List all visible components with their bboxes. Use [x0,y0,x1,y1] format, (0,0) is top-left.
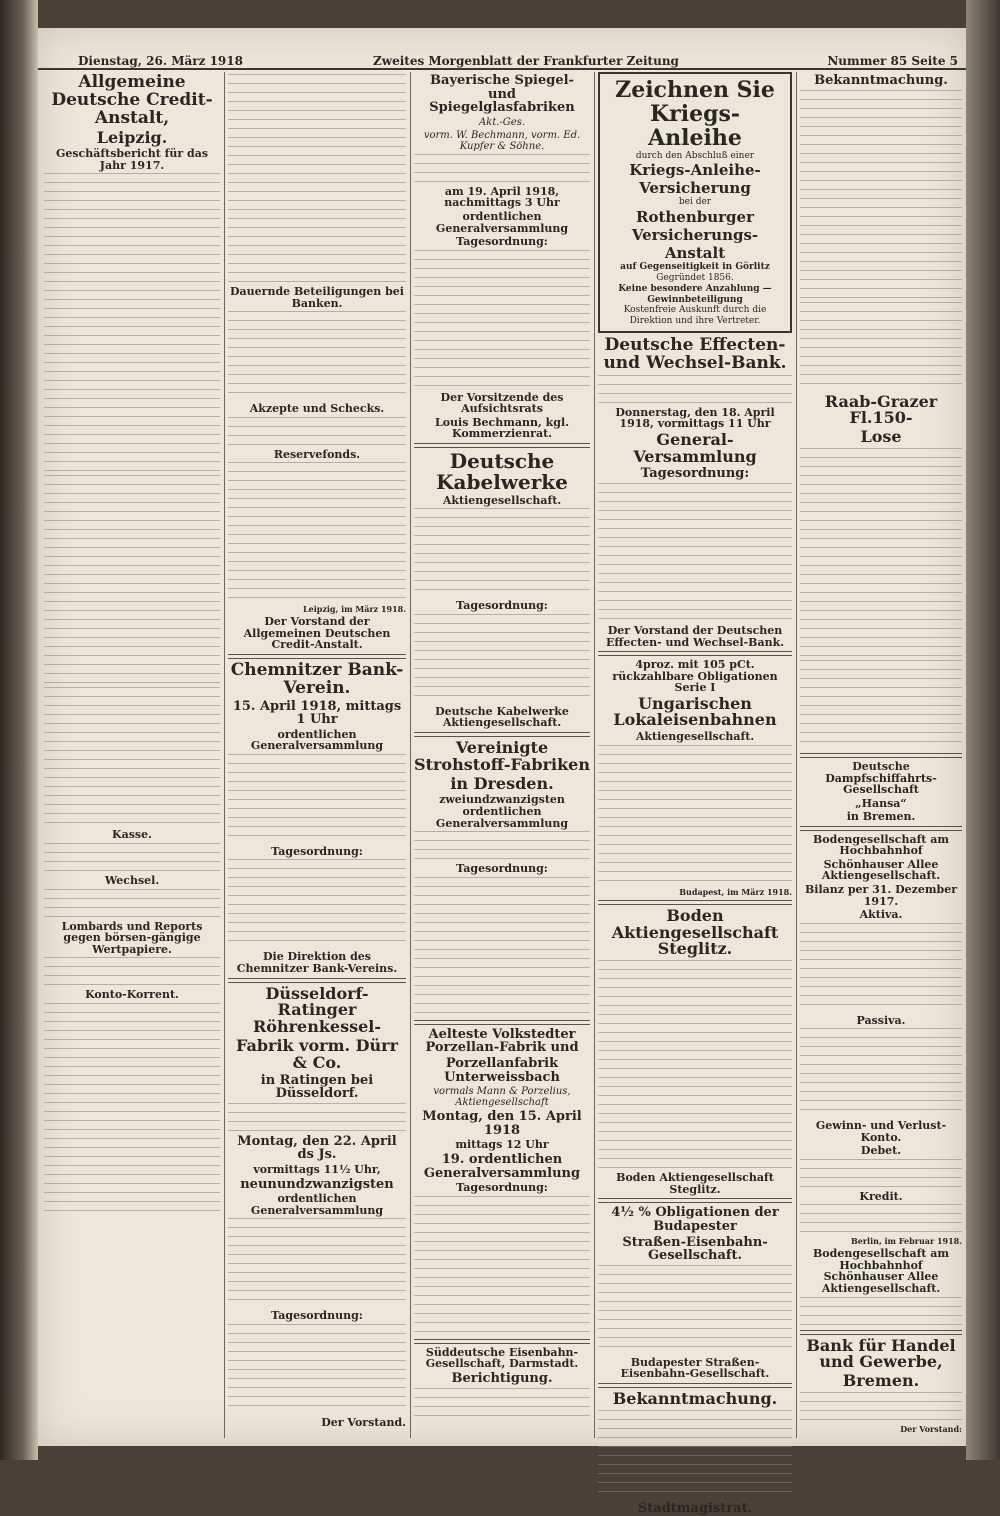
agenda-heading: Tagesordnung: [271,844,363,858]
ad-line: durch den Abschluß einer [635,150,755,161]
body-text [598,483,792,623]
ad-title: Bank für Handel und Gewerbe, [806,1335,956,1372]
ad-title: Bayerische Spiegel- und Spiegelglasfabriken [429,73,575,116]
body-text [414,154,590,184]
signature-place: Leipzig, im März 1918. [302,604,406,615]
ad-title: Fabrik vorm. Dürr & Co. [235,1035,399,1072]
ad-title: Aelteste Volkstedter Porzellan-Fabrik und [425,1026,579,1056]
body-text [414,508,590,598]
column-5 [800,72,962,1438]
issue-number: Nummer 85 Seite 5 [827,54,958,68]
body-text [414,1196,590,1336]
ad-title: Bremen. [842,1371,920,1391]
signature: Stadtmagistrat. [637,1500,753,1516]
section-heading: Passiva. [856,1013,906,1027]
body-text [598,1410,792,1500]
signature: Budapester Straßen-Eisenbahn-Gesellschaft. [620,1355,770,1381]
ad-title: Boden Aktiengesellschaft Steglitz. [611,905,779,959]
ad-title: Schönhauser Allee Aktiengesellschaft. [821,857,941,883]
signature: Bodengesellschaft am Hochbahnhof Schönhauser Allee Aktiengesellschaft. [813,1247,949,1295]
signature: Boden Aktiengesellschaft Steglitz. [616,1171,774,1196]
body-text [228,74,406,284]
meeting-type: ordentlichen Generalversammlung [435,210,569,235]
body-text [598,960,792,1170]
ad-line: Gegründet 1856. [656,272,734,283]
section-heading: Kredit. [859,1189,903,1203]
column-2 [228,72,406,1438]
body-text [44,1003,220,1213]
column-4 [598,72,792,1516]
meeting-date: Donnerstag, den 18. April 1918, vormittags 11 Uhr [615,405,775,431]
table-body [800,923,962,1013]
section-heading: Akzepte und Schecks. [249,402,385,416]
table-body [800,1028,962,1118]
headline-city: Leipzig. [96,127,168,147]
signature-place: Berlin, im Februar 1918. [850,1236,962,1247]
ad-title: Deutsche Dampfschiffahrts-Gesellschaft [825,760,937,797]
divider [800,826,962,831]
body-text [228,754,406,844]
ad-line: Keine besondere Anzahlung — Gewinnbeteiligung [618,283,772,305]
body-text [414,831,590,861]
masthead [38,28,966,70]
divider [598,1198,792,1203]
section-heading: Reservefonds. [273,447,361,461]
ad-title: Deutsche Effecten- und Wechsel-Bank. [603,334,787,373]
ad-line: bei der [678,197,712,208]
column-rule [594,72,595,1438]
meeting-type: ordentlichen Generalversammlung [250,1192,384,1217]
signature: Der Vorstand der Allgemeinen Deutschen Credit-Anstalt. [243,615,391,652]
meeting-date: Montag, den 15. April 1918 [422,1109,582,1138]
column-rule [224,72,225,1438]
ad-title: Bodengesellschaft am Hochbahnhof [813,832,949,858]
ad-title: Raab-Grazer Fl.150- [824,391,938,428]
ad-heading: 4proz. mit 105 pCt. rückzahlbare Obligationen Serie I [612,658,778,695]
body-text [800,1392,962,1422]
paper-name: Zweites Morgenblatt der Frankfurter Zeitung [373,54,679,68]
ad-title: in Dresden. [450,773,554,793]
balance-title: Bilanz per 31. Dezember 1917. [804,882,958,908]
ad-title: Berichtigung. [451,1370,553,1386]
ad-title: in Bremen. [846,810,916,824]
body-text [598,745,792,885]
body-text [228,1324,406,1414]
divider [228,654,406,659]
ad-place: in Ratingen bei Düsseldorf. [260,1072,374,1102]
meeting-type: ordentlichen Generalversammlung [250,727,384,753]
body-text [228,417,406,447]
ad-line: Rothenburger Versicherungs-Anstalt [631,208,759,263]
agenda-heading: Tagesordnung: [456,862,548,876]
ad-subtitle: vorm. W. Bechmann, vorm. Ed. Kupfer & Söhne. [423,129,581,152]
table-body [800,1159,962,1189]
column-3 [414,72,590,1438]
meeting-time: vormittags 11½ Uhr, [253,1163,381,1177]
page-edge [966,0,1000,1460]
section-heading: Dauernde Beteiligungen bei Banken. [230,285,404,310]
ad-line: Zeichnen Sie Kriegs-Anleihe [615,77,775,152]
divider [598,1383,792,1388]
agenda-heading: Tagesordnung: [456,599,548,613]
ad-title: Vereinigte Strohstoff-Fabriken [414,738,590,774]
body-text [414,614,590,704]
ad-line: Kostenfreie Auskunft durch die Direktion und ihre Vertreter. [623,305,767,327]
agenda-heading: Tagesordnung: [271,1309,363,1323]
divider [228,978,406,983]
body-text [228,859,406,949]
body-text [44,843,220,873]
divider [800,753,962,758]
ad-subtitle: vormals Mann & Porzelius, Aktiengesellschaft [433,1086,571,1109]
meeting-type: General-Versammlung [633,429,757,466]
section-heading: Wechsel. [104,873,160,887]
section-heading: Lombards und Reports gegen börsen-gängige Wertpapiere. [61,919,203,956]
body-text [44,889,220,919]
signature: Die Direktion des Chemnitzer Bank-Vereins. [236,950,398,975]
divider [414,732,590,737]
divider [414,443,590,448]
ad-title: Bekanntmachung. [612,1388,778,1408]
body-text [44,687,220,827]
divider [414,1020,590,1025]
body-text [800,660,962,750]
section-heading: Gewinn- und Verlust-Konto. [815,1119,947,1144]
signature: Der Vorstand: [900,1423,962,1434]
body-text [414,1388,590,1418]
meeting-date: 15. April 1918, mittags 1 Uhr [232,698,402,728]
issue-date: Dienstag, 26. März 1918 [78,54,243,68]
ad-title: Lose [860,427,902,447]
signature: Deutsche Kabelwerke Aktiengesellschaft. [435,704,569,730]
section-heading: Kasse. [112,828,152,842]
meeting-type: zweiundzwanzigsten ordentlichen Generalversammlung [435,793,569,830]
ad-title: Ungarischen Lokaleisenbahnen [613,693,777,730]
signature: Der Vorsitzende des Aufsichtsrats [440,390,564,416]
ad-title: 4½ % Obligationen der Budapester [611,1205,779,1234]
divider [414,1339,590,1344]
agenda-heading: Tagesordnung: [456,235,548,249]
agenda-heading: Tagesordnung: [456,1181,548,1195]
body-text [598,375,792,405]
section-heading: Debet. [860,1144,902,1158]
section-heading: Aktiva. [859,908,903,922]
body-text [800,302,962,392]
ad-line: Kriegs-Anleihe-Versicherung [629,161,761,198]
agenda-heading: Tagesordnung: [640,466,750,482]
body-text [228,1103,406,1133]
ad-subtitle: Aktiengesellschaft. [442,493,562,507]
signature-name: Louis Bechmann, kgl. Kommerzienrat. [434,415,569,441]
ad-title: Süddeutsche Eisenbahn-Gesellschaft, Darmstadt. [425,1345,579,1371]
ad-line: auf Gegenseitigkeit in Görlitz [620,262,770,273]
signature: Budapest, im März 1918. [679,886,792,897]
body-text [800,448,962,658]
ad-title: Düsseldorf-Ratinger Röhrenkessel- [252,983,382,1037]
book-spine [0,0,38,1460]
body-text [44,957,220,987]
column-rule [796,72,797,1438]
ad-subtitle: Aktiengesellschaft. [635,730,755,744]
meeting-date: Montag, den 22. April ds Js. [237,1133,397,1163]
report-title: Geschäftsbericht für das Jahr 1917. [55,147,209,172]
body-text [598,1265,792,1355]
signature: Der Vorstand. [321,1415,406,1429]
ad-title: Deutsche Kabelwerke [436,448,568,494]
body-text [44,173,220,473]
column-1 [44,72,220,1438]
headline: Allgemeine Deutsche Credit-Anstalt, [51,72,213,128]
table-body [800,1204,962,1234]
divider [800,1330,962,1335]
signature: Der Vorstand der Deutschen Effecten- und Wechsel-Bank. [605,623,785,649]
ad-title: Straßen-Eisenbahn-Gesellschaft. [622,1234,768,1264]
section-heading: Konto-Korrent. [85,988,179,1002]
body-text [228,462,406,602]
meeting-time: mittags 12 Uhr [455,1138,549,1152]
body-text [228,1218,406,1308]
body-text [800,1297,962,1327]
divider [598,651,792,656]
ad-subtitle: Akt.-Ges. [478,116,526,128]
ad-title: Porzellanfabrik Unterweissbach [444,1055,560,1085]
war-loan-ad [598,72,792,333]
meeting-type: 19. ordentlichen Generalversammlung [423,1152,581,1181]
body-text [800,90,962,300]
ad-title: „Hansa“ [855,796,907,810]
meeting-type: neunundzwanzigsten [240,1176,394,1192]
body-text [44,475,220,685]
body-text [228,311,406,401]
column-rule [410,72,411,1438]
newspaper-page [38,28,966,1516]
body-text [414,250,590,390]
meeting-date: am 19. April 1918, nachmittags 3 Uhr [444,184,560,210]
ad-title: Bekanntmachung. [814,73,948,88]
ad-title: Chemnitzer Bank-Verein. [230,659,404,698]
divider [598,900,792,905]
body-text [414,877,590,1017]
